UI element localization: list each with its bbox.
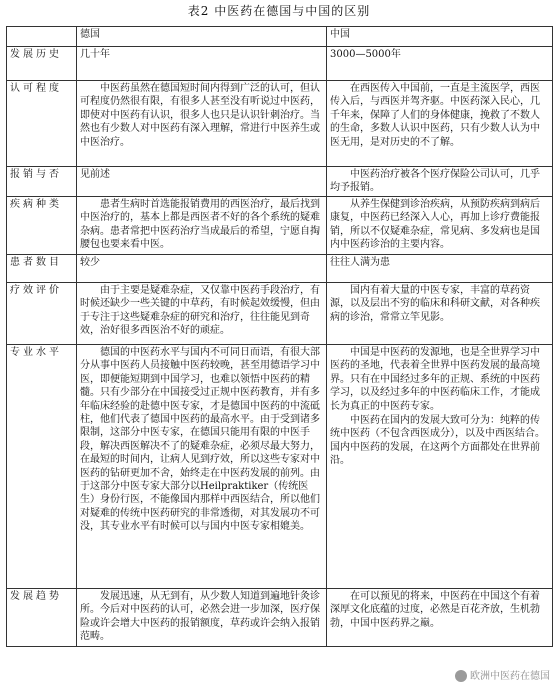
china-text: 中医药在国内的发展大致可分为：纯粹的传统中医药（不包含西医成分），以及中西医结合。国内中医药的发展，在这两个方面都处在世界前沿。 [330, 415, 545, 467]
germany-text: 见前述 [80, 169, 110, 180]
row-label: 认可程度 [7, 81, 77, 167]
germany-text: 中医药虽然在德国短时间内得到广泛的认可，但认可程度仍然很有限，有很多人甚至没有听说过中医药，即使对中医药有认识，很多人也只是认识针刺治疗。当然也有少数人对中医药有深入理解，常进行中医养生或中医治疗。 [80, 83, 320, 148]
germany-text: 由于主要是疑难杂症，又仅靠中医药手段治疗，有时候还缺少一些关键的中草药，有时候起效缓慢，但由于专注于这些疑难杂症的研究和治疗，往往能见到奇效，治好很多西医治不好的顽症。 [80, 285, 320, 337]
wechat-icon [455, 670, 467, 682]
comparison-table [6, 26, 553, 647]
table-row [7, 197, 553, 255]
china-text: 国内有着大量的中医专家，丰富的草药资源，以及层出不穷的临床和科研文献，对各种疾病的诊治，常常立竿见影。 [330, 285, 540, 323]
germany-text: 患者生病时首选能报销费用的西医治疗，最后找到中医治疗的，基本上都是西医者不好的各个系统的疑难杂病。患者常把中医药治疗当成最后的希望，宁愿自掏腰包也要来看中医。 [80, 199, 320, 251]
china-text: 在西医传入中国前，一直是主流医学，西医传入后，与西医并驾齐驱。中医药深入民心，几千年来，保障了人们的身体健康，挽救了不数人的生命，多数人认识中医药，只有少数人认为中医无用，是对历史的不了解。 [330, 83, 540, 148]
row-label: 报销与否 [7, 167, 77, 197]
cell-china [327, 589, 553, 647]
cell-china [327, 47, 553, 81]
china-text: 中医药治疗被各个医疗保险公司认可，几乎均予报销。 [330, 169, 540, 194]
germany-text: 较少 [80, 257, 100, 268]
cell-germany [77, 589, 327, 647]
cell-china [327, 345, 553, 589]
table-row [7, 283, 553, 345]
cell-china [327, 283, 553, 345]
row-label: 发展趋势 [7, 589, 77, 647]
watermark [455, 667, 550, 682]
china-text: 中国是中医药的发源地，也是全世界学习中医药的圣地，代表着全世界中医药发展的最高境界。只有在中国经过多年的正规、系统的中医药学习，以及经过多年的中医药临床工作，才能成长为真正的中医药专家。 [330, 347, 540, 412]
table-row [7, 167, 553, 197]
cell-china [327, 197, 553, 255]
table-row [7, 255, 553, 283]
cell-germany [77, 47, 327, 81]
cell-germany [77, 81, 327, 167]
table-row [7, 47, 553, 81]
germany-text: 发展迅速，从无到有，从少数人知道到遍地针灸诊所。今后对中医药的认可，必然会进一步加深，医疗保险或许会增大中医药的报销额度，草药或许会纳入报销范畴。 [80, 591, 320, 643]
germany-text: 几十年 [80, 49, 110, 60]
table-row [7, 589, 553, 647]
row-label: 发展历史 [7, 47, 77, 81]
cell-germany [77, 345, 327, 589]
header-cell-germany: 德国 [77, 27, 327, 47]
table-row [7, 81, 553, 167]
table-header-row [7, 27, 553, 47]
cell-germany [77, 283, 327, 345]
china-text: 3000—5000年 [330, 49, 401, 60]
cell-china [327, 167, 553, 197]
watermark-text: 欧洲中医药在德国 [470, 671, 550, 682]
cell-china [327, 81, 553, 167]
header-cell-china: 中国 [327, 27, 553, 47]
table-row [7, 345, 553, 589]
header-cell-label [7, 27, 77, 47]
row-label: 疗效评价 [7, 283, 77, 345]
cell-germany [77, 197, 327, 255]
table-caption: 表2 中医药在德国与中国的区别 [187, 4, 371, 18]
cell-china [327, 255, 553, 283]
china-text: 在可以预见的将来，中医药在中国这个有着深厚文化底蕴的过度，必然是百花齐放，生机勃勃，中国中医药界之巅。 [330, 591, 540, 629]
row-label: 患者数目 [7, 255, 77, 283]
row-label: 疾病种类 [7, 197, 77, 255]
china-text: 从养生保健到诊治疾病，从预防疾病到病后康复，中医药已经深入人心，再加上诊疗费能报销，所以不仅疑难杂症，常见病、多发病也是国内中医药诊治的主要内容。 [330, 199, 540, 251]
cell-germany [77, 167, 327, 197]
row-label: 专业水平 [7, 345, 77, 589]
china-text: 往往人满为患 [330, 257, 390, 268]
cell-germany [77, 255, 327, 283]
germany-text: 德国的中医药水平与国内不可同日而语，有很大部分从事中医药人员接触中医药较晚，甚至用德语学习中医，即便能短期到中国学习，也难以领悟中医药的精髓。只有少部分在中国接受过正规中医药教育，并有多年临床经验的赴德中医专家，才是德国中医药的中流砥柱，他们代表了德国中医药的最高水平。由于受到诸多限制，这部分中医专家，在德国只能用有限的中医手段，解决西医解决不了的疑难杂症，必须尽最大努力，在最短的时间内，让病人见到疗效，所以这些专家对中医药的钻研更加不舍，始终走在中医药发展的前列。由于这部分中医专家大部分以Heilpraktiker（传统医生）身份行医，不能像国内那样中西医结合，所以他们对疑难的传统中医药研究的非常透彻，对其发展功不可没，其专业水平有时候可以与国内中医专家相媲美。 [80, 347, 320, 533]
